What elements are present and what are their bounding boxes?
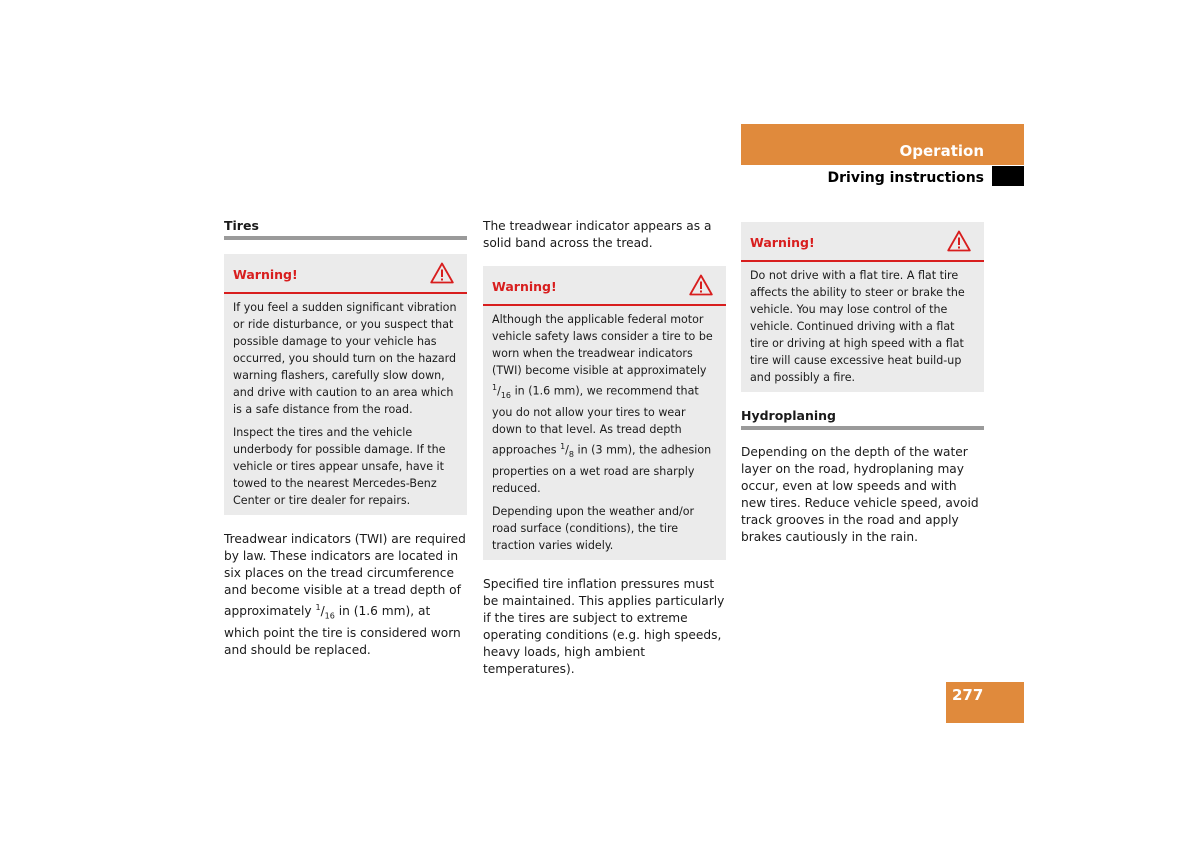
fraction-numerator: 1 — [492, 383, 498, 392]
warning-paragraph: Depending upon the weather and/or road surface (conditions), the tire traction varies widely. — [492, 504, 695, 552]
warning-header — [224, 254, 467, 294]
warning-box — [741, 222, 984, 392]
hydroplaning-heading: Hydroplaning — [741, 408, 984, 430]
warning-paragraph: Although the applicable federal motor vehicle safety laws consider a tire to be worn when the treadwear indicators (TWI) become visible at approximately $^1/_{16}$ in (1.6 mm), we recommend that you do not allow your tires to wear down to that level. As tread depth approaches $^1/_8$ in (3 mm), the adhesion properties on a wet road are sharply reduced. — [492, 313, 713, 495]
section-marker — [992, 166, 1024, 186]
fraction-denominator: 16 — [324, 611, 335, 621]
column-2 — [483, 218, 726, 686]
warning-paragraph: Inspect the tires and the vehicle underbody for possible damage. If the vehicle or tires appear unsafe, have it towed to the nearest Mercedes-Benz Center or tire dealer for repairs. — [233, 426, 446, 507]
fraction-denominator: 8 — [568, 449, 574, 459]
section-header — [741, 166, 1024, 186]
warning-box — [483, 266, 726, 560]
tires-heading: Tires — [224, 218, 467, 240]
warning-body — [224, 294, 467, 515]
inflation-paragraph: Specified tire inflation pressures must be maintained. This applies particularly if the tires are subject to extreme operating conditions (e.g. high speeds, heavy loads, high ambient temperatures). — [483, 576, 725, 676]
section-title: Driving instructions — [827, 170, 984, 186]
warning-paragraph: If you feel a sudden significant vibration or ride disturbance, or you suspect that possible damage to your vehicle has occurred, you should turn on the hazard warning flashers, carefully slow down, and drive with caution to an area which is a safe distance from the road. — [233, 301, 457, 416]
warning-triangle-icon — [689, 274, 713, 296]
warning-triangle-icon — [947, 230, 971, 252]
text-span: in (3 mm), the adhesion properties on a wet road are sharply reduced. — [492, 443, 712, 495]
hydroplaning-paragraph: Depending on the depth of the water layer on the road, hydroplaning may occur, even at low speeds and with new tires. Reduce vehicle speed, avoid track grooves in the road and apply brakes cautiously in the rain. — [741, 445, 979, 544]
column-1 — [224, 218, 467, 667]
treadwear-intro: The treadwear indicator appears as a solid band across the tread. — [483, 219, 712, 250]
warning-paragraph: Do not drive with a flat tire. A flat tire affects the ability to steer or brake the vehicle. You may lose control of the vehicle. Continued driving with a flat tire or driving at high speed with a flat tire will cause excessive heat build-up and possibly a fire. — [750, 269, 965, 384]
text-span: in (1.6 mm), we recommend that you do not allow your tires to wear down to that level. As tread depth approaches — [492, 384, 699, 457]
warning-triangle-icon — [430, 262, 454, 284]
page-number-box — [946, 682, 1024, 723]
warning-body — [483, 306, 726, 560]
fraction-numerator: 1 — [560, 441, 566, 451]
chapter-title: Operation — [899, 142, 984, 160]
chapter-header — [741, 124, 1024, 165]
page-number: 277 — [952, 686, 984, 704]
warning-header — [483, 266, 726, 306]
text-span: in (1.6 mm), at which point the tire is considered worn and should be replaced. — [224, 604, 461, 657]
treadwear-paragraph: Treadwear indicators (TWI) are required by law. These indicators are located in six places on the tread circumference and become visible at a tread depth of approximately $^1/_{16}$ in (1.6 mm), at which point the tire is considered worn and should be replaced. — [224, 532, 466, 657]
fraction-denominator: 16 — [500, 390, 512, 400]
text-span: Treadwear indicators (TWI) are required by law. These indicators are located in six places on the tread circumference and become visible at a tread depth of approximately — [224, 532, 466, 619]
warning-title: Warning! — [492, 279, 557, 294]
warning-body — [741, 262, 984, 392]
column-3 — [741, 222, 984, 554]
text-span: Although the applicable federal motor vehicle safety laws consider a tire to be worn when the treadwear indicators (TWI) become visible at approximately — [492, 313, 713, 377]
warning-header — [741, 222, 984, 262]
warning-box — [224, 254, 467, 515]
fraction-numerator: 1 — [315, 603, 321, 612]
warning-title: Warning! — [750, 235, 815, 250]
warning-title: Warning! — [233, 267, 298, 282]
